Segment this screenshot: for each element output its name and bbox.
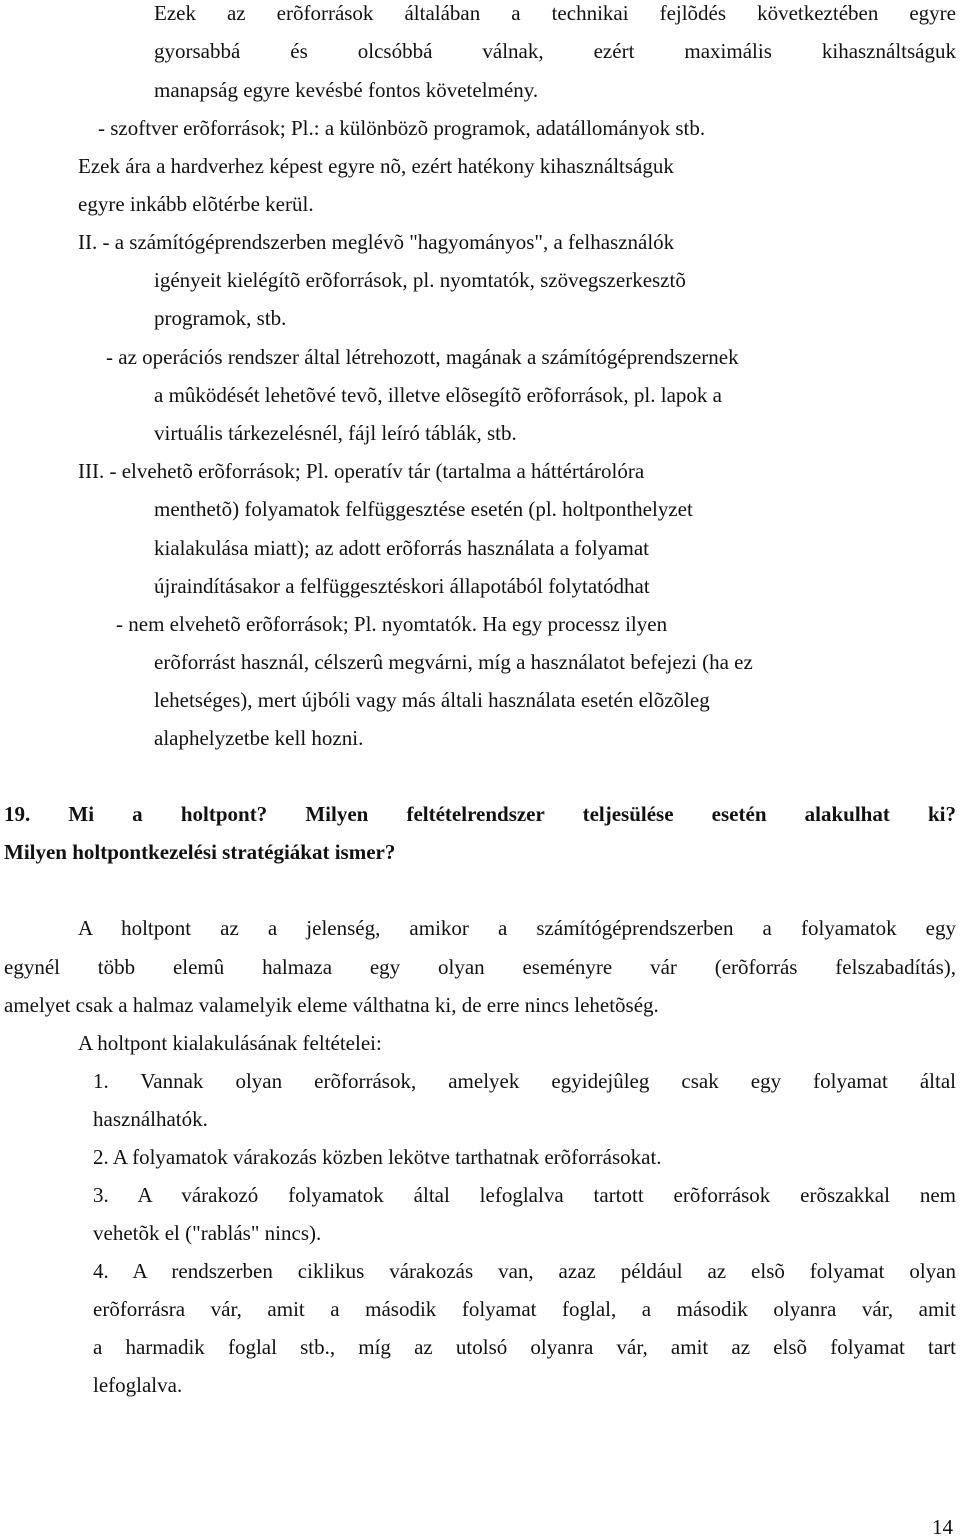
text-line: II. - a számítógéprendszerben meglévõ "hagyományos", a felhasználók [78, 230, 675, 254]
section-heading: 19. Mi a holtpont? Milyen feltételrendszer teljesülése esetén alakulhat ki? [4, 802, 956, 826]
text-line: gyorsabbá és olcsóbbá válnak, ezért maximális kihasználtságuk [154, 39, 956, 63]
text-line: egyre inkább elõtérbe kerül. [78, 192, 314, 216]
text-line: A holtpont az a jelenség, amikor a számítógéprendszerben a folyamatok egy [78, 916, 956, 940]
text-line: Ezek ára a hardverhez képest egyre nõ, ezért hatékony kihasználtságuk [78, 154, 674, 178]
list-item: használhatók. [93, 1107, 208, 1131]
text-line: lehetséges), mert újbóli vagy más általi használata esetén elõzõleg [154, 688, 710, 712]
text-line: programok, stb. [154, 306, 287, 330]
text-line: amelyet csak a halmaz valamelyik eleme válthatna ki, de erre nincs lehetõség. [4, 993, 659, 1017]
text-line: - szoftver erõforrások; Pl.: a különbözõ programok, adatállományok stb. [98, 116, 706, 140]
text-line: menthetõ) folyamatok felfüggesztése esetén (pl. holtponthelyzet [154, 497, 693, 521]
text-line: újraindításakor a felfüggesztéskori állapotából folytatódhat [154, 574, 650, 598]
text-line: - nem elvehetõ erõforrások; Pl. nyomtatók. Ha egy processz ilyen [116, 612, 668, 636]
section-heading: Milyen holtpontkezelési stratégiákat ismer? [4, 840, 396, 864]
page-number: 14 [932, 1515, 953, 1539]
list-item: lefoglalva. [93, 1373, 183, 1397]
list-item: erõforrásra vár, amit a második folyamat foglal, a második olyanra vár, amit [93, 1297, 956, 1321]
text-line: a mûködését lehetõvé tevõ, illetve elõsegítõ erõforrások, pl. lapok a [154, 383, 722, 407]
text-line: kialakulása miatt); az adott erõforrás használata a folyamat [154, 536, 650, 560]
list-item: 1. Vannak olyan erõforrások, amelyek egyidejûleg csak egy folyamat által [93, 1069, 956, 1093]
text-line: III. - elvehetõ erõforrások; Pl. operatív tár (tartalma a háttértárolóra [78, 459, 645, 483]
text-line: egynél több elemû halmaza egy olyan eseményre vár (erõforrás felszabadítás), [4, 955, 956, 979]
text-line: - az operációs rendszer által létrehozott, magának a számítógéprendszernek [106, 345, 739, 369]
list-item: a harmadik foglal stb., míg az utolsó olyanra vár, amit az elsõ folyamat tart [93, 1335, 956, 1359]
list-item: vehetõk el ("rablás" nincs). [93, 1221, 322, 1245]
list-item: 2. A folyamatok várakozás közben lekötve tarthatnak erõforrásokat. [93, 1145, 662, 1169]
text-line: virtuális tárkezelésnél, fájl leíró táblák, stb. [154, 421, 517, 445]
text-line: igényeit kielégítõ erõforrások, pl. nyomtatók, szövegszerkesztõ [154, 268, 686, 292]
text-line: alaphelyzetbe kell hozni. [154, 726, 364, 750]
text-line: erõforrást használ, célszerû megvárni, míg a használatot befejezi (ha ez [154, 650, 753, 674]
list-item: 4. A rendszerben ciklikus várakozás van, azaz például az elsõ folyamat olyan [93, 1259, 956, 1283]
text-line: Ezek az erõforrások általában a technikai fejlõdés következtében egyre [154, 1, 956, 25]
list-item: 3. A várakozó folyamatok által lefoglalva tartott erõforrások erõszakkal nem [93, 1183, 956, 1207]
text-line: A holtpont kialakulásának feltételei: [78, 1031, 382, 1055]
text-line: manapság egyre kevésbé fontos követelmény. [154, 78, 539, 102]
